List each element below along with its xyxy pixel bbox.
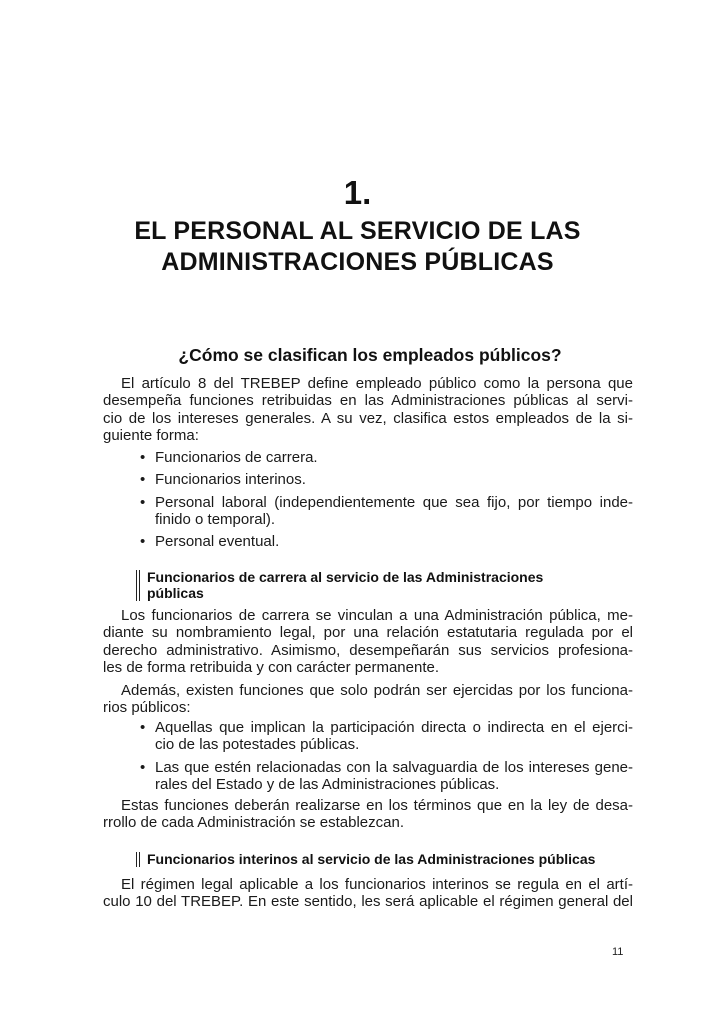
bullet-icon: •	[140, 533, 146, 551]
subsection-heading	[136, 569, 647, 601]
bullet-icon: •	[140, 758, 146, 776]
reserved-functions-paragraph	[103, 682, 633, 717]
chapter-title-line: ADMINISTRACIONES PÚBLICAS	[161, 248, 554, 276]
paragraph-line: Además, existen funciones que solo podrán ser ejercidas por los funciona-	[121, 682, 633, 699]
interim-officials-paragraph	[103, 876, 633, 911]
list-item-text: Personal eventual.	[155, 533, 280, 551]
career-officials-paragraph	[103, 607, 633, 676]
bullet-icon: •	[140, 471, 146, 489]
paragraph-line: El régimen legal aplicable a los funcionarios interinos se regula en el artí-	[121, 876, 633, 893]
paragraph-line: guiente forma:	[103, 426, 199, 444]
intro-paragraph	[103, 375, 633, 444]
paragraph-line: rios públicos:	[103, 699, 191, 717]
double-bar-icon	[136, 851, 142, 867]
bullet-icon: •	[140, 719, 146, 736]
paragraph-line: culo 10 del TREBEP. En este sentido, les será aplicable el régimen general del	[103, 893, 633, 911]
subsection-heading	[136, 851, 647, 867]
list-item-text: finido o temporal).	[155, 510, 276, 528]
list-item-text: Aquellas que implican la participación directa o indirecta en el ejerci-	[155, 719, 633, 736]
bullet-icon: •	[140, 493, 146, 511]
paragraph-line: El artículo 8 del TREBEP define empleado público como la persona que	[121, 375, 633, 392]
paragraph-line: diante su nombramiento legal, por una relación estatutaria regulada por el	[103, 624, 633, 642]
section-heading: ¿Cómo se clasifican los empleados públicos?	[178, 345, 562, 365]
subsection-heading-line: públicas	[147, 585, 204, 601]
list-item-text: cio de las potestades públicas.	[155, 736, 360, 754]
chapter-title-line: EL PERSONAL AL SERVICIO DE LAS	[134, 217, 581, 245]
double-bar-icon	[136, 569, 142, 601]
list-item-text: Personal laboral (independientemente que sea fijo, por tiempo inde-	[155, 493, 633, 511]
paragraph-line: cio de los intereses generales. A su vez, clasifica estos empleados de la si-	[103, 409, 633, 427]
paragraph-line: Los funcionarios de carrera se vinculan a una Administración pública, me-	[121, 607, 633, 624]
classification-list	[103, 449, 633, 550]
list-item-text: Las que estén relacionadas con la salvaguardia de los intereses gene-	[155, 758, 633, 776]
paragraph-line: les de forma retribuida y con carácter permanente.	[103, 658, 439, 676]
closing-paragraph	[103, 797, 633, 832]
paragraph-line: derecho administrativo. Asimismo, desempeñarán sus servicios profesiona-	[103, 641, 633, 659]
bullet-icon: •	[140, 449, 146, 466]
list-item	[103, 719, 633, 754]
paragraph-line: desempeña funciones retribuidas en las Administraciones públicas al servi-	[103, 392, 633, 410]
chapter-title	[0, 216, 715, 278]
list-item-text: Funcionarios interinos.	[155, 471, 306, 489]
reserved-functions-list	[103, 719, 633, 793]
list-item	[103, 533, 633, 550]
paragraph-line: rrollo de cada Administración se establezcan.	[103, 814, 404, 832]
chapter-number: 1.	[343, 174, 372, 211]
list-item	[103, 449, 633, 466]
subsection-heading-line: Funcionarios interinos al servicio de las Administraciones públicas	[147, 851, 596, 867]
subsection-heading-line: Funcionarios de carrera al servicio de las Administraciones	[147, 569, 544, 585]
paragraph-line: Estas funciones deberán realizarse en los términos que en la ley de desa-	[121, 797, 633, 814]
page-number: 11	[612, 946, 624, 958]
list-item-text: Funcionarios de carrera.	[155, 449, 318, 466]
list-item	[103, 759, 633, 794]
list-item-text: rales del Estado y de las Administraciones públicas.	[155, 775, 500, 793]
list-item	[103, 494, 633, 529]
list-item	[103, 471, 633, 488]
